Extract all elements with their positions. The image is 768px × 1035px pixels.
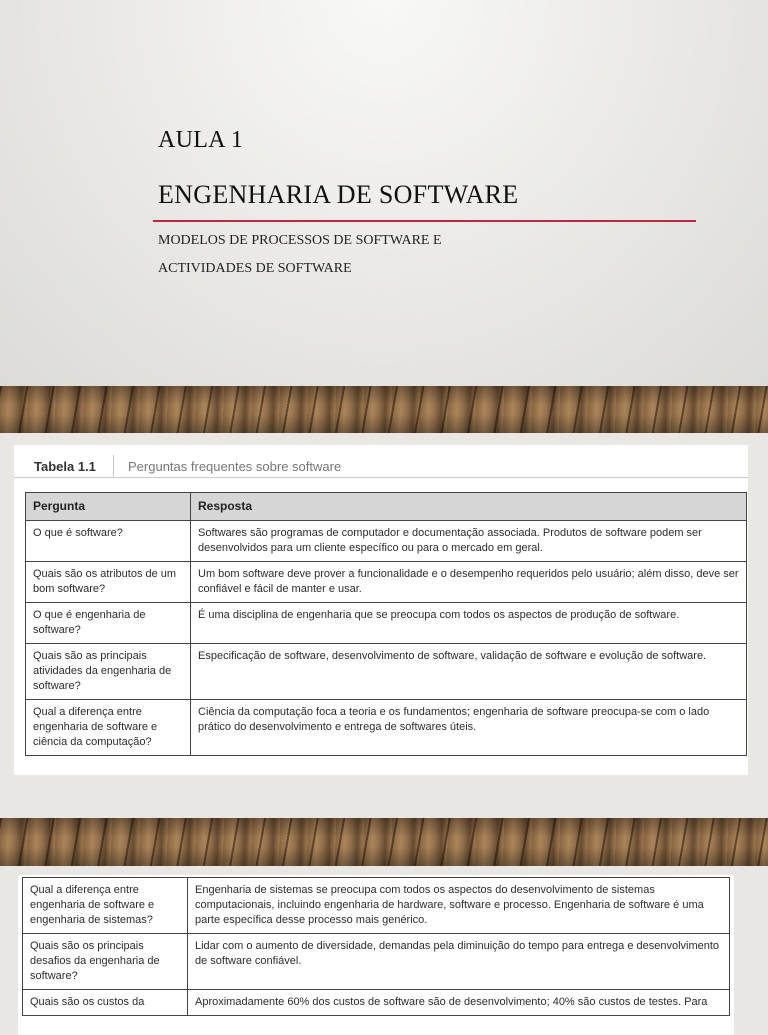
answer-cell: Aproximadamente 60% dos custos de software são de desenvolvimento; 40% são custos de testes. Para <box>188 990 730 1016</box>
table-image-part-1 <box>14 445 748 775</box>
column-header-answer: Resposta <box>191 493 747 521</box>
faq-table-continued <box>22 877 730 1016</box>
answer-cell: Ciência da computação foca a teoria e os fundamentos; engenharia de software preocupa-se com o lado prático do desenvolvimento e entrega de softwares úteis. <box>191 700 747 756</box>
title-slide <box>0 0 768 386</box>
table-row <box>23 990 730 1016</box>
question-cell: Qual a diferença entre engenharia de software e ciência da computação? <box>26 700 191 756</box>
faq-table <box>25 492 747 756</box>
question-cell: O que é engenharia de software? <box>26 603 191 644</box>
title-divider <box>153 220 696 222</box>
table-image-part-2 <box>18 875 734 1035</box>
question-cell: Quais são os principais desafios da engenharia de software? <box>23 934 188 990</box>
lesson-number: AULA 1 <box>158 127 244 153</box>
question-cell: Quais são as principais atividades da engenharia de software? <box>26 644 191 700</box>
question-cell: Qual a diferença entre engenharia de software e engenharia de sistemas? <box>23 878 188 934</box>
question-cell: Quais são os custos da <box>23 990 188 1016</box>
table-row <box>23 934 730 990</box>
table-row <box>23 878 730 934</box>
table-row <box>26 603 747 644</box>
wood-floor-divider <box>0 818 768 866</box>
table-title: Perguntas frequentes sobre software <box>128 459 342 474</box>
answer-cell: Engenharia de sistemas se preocupa com todos os aspectos do desenvolvimento de sistemas computacionais, incluindo engenharia de hardware, software e processo. Engenharia de software é uma parte específica desse processo mais genérico. <box>188 878 730 934</box>
table-row <box>26 644 747 700</box>
question-cell: Quais são os atributos de um bom software? <box>26 562 191 603</box>
table-caption <box>14 445 748 478</box>
subtitle-line-1: MODELOS DE PROCESSOS DE SOFTWARE E <box>158 233 442 248</box>
column-header-question: Pergunta <box>26 493 191 521</box>
answer-cell: Lidar com o aumento de diversidade, demandas pela diminuição do tempo para entrega e desenvolvimento de software confiável. <box>188 934 730 990</box>
table-row <box>26 562 747 603</box>
wood-floor-divider <box>0 386 768 433</box>
table-row <box>26 521 747 562</box>
caption-separator <box>113 455 114 477</box>
answer-cell: Softwares são programas de computador e documentação associada. Produtos de software podem ser desenvolvidos para um cliente específico ou para o mercado em geral. <box>191 521 747 562</box>
table-row <box>26 700 747 756</box>
question-cell: O que é software? <box>26 521 191 562</box>
table-number: Tabela 1.1 <box>34 459 96 474</box>
answer-cell: Especificação de software, desenvolvimento de software, validação de software e evolução de software. <box>191 644 747 700</box>
answer-cell: É uma disciplina de engenharia que se preocupa com todos os aspectos de produção de software. <box>191 603 747 644</box>
answer-cell: Um bom software deve prover a funcionalidade e o desempenho requeridos pelo usuário; além disso, deve ser confiável e fácil de manter e usar. <box>191 562 747 603</box>
subtitle-line-2: ACTIVIDADES DE SOFTWARE <box>158 261 352 276</box>
table-header-row <box>26 493 747 521</box>
slide-title: ENGENHARIA DE SOFTWARE <box>158 180 519 209</box>
